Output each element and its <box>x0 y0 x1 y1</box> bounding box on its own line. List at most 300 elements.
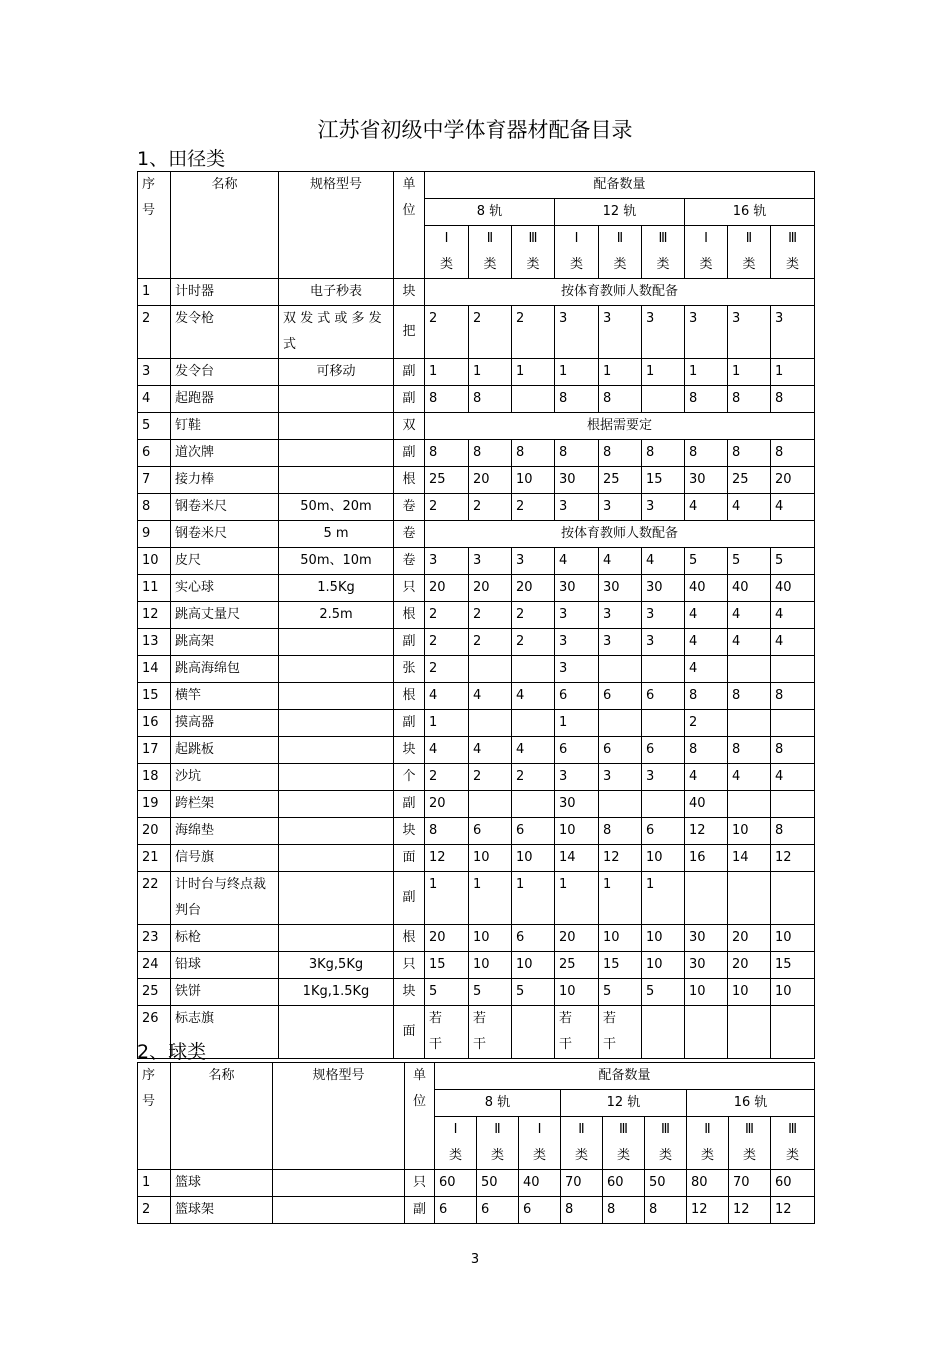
header-name: 名称 <box>171 1063 273 1170</box>
item-name: 标枪 <box>171 925 279 952</box>
item-unit: 根 <box>394 925 425 952</box>
quantity-cell: 40 <box>519 1170 561 1197</box>
quantity-cell: 12 <box>599 845 642 872</box>
quantity-cell: 25 <box>599 467 642 494</box>
header-class: Ⅰ 类 <box>425 226 469 279</box>
header-quantity: 配备数量 <box>435 1063 815 1090</box>
quantity-cell: 6 <box>469 818 512 845</box>
header-class: Ⅱ 类 <box>728 226 771 279</box>
item-name: 横竿 <box>171 683 279 710</box>
table-row <box>138 521 815 548</box>
quantity-cell: 若 干 <box>555 1006 599 1059</box>
quantity-cell: 1 <box>599 872 642 925</box>
quantity-cell: 30 <box>599 575 642 602</box>
quantity-cell: 2 <box>425 656 469 683</box>
item-unit: 副 <box>394 791 425 818</box>
quantity-cell: 1 <box>555 872 599 925</box>
item-unit: 块 <box>394 979 425 1006</box>
quantity-cell: 4 <box>728 764 771 791</box>
quantity-cell: 30 <box>555 467 599 494</box>
quantity-cell: 20 <box>425 791 469 818</box>
item-spec <box>279 629 394 656</box>
quantity-cell: 2 <box>512 629 555 656</box>
quantity-cell: 6 <box>512 925 555 952</box>
item-name: 计时台与终点裁判台 <box>171 872 279 925</box>
quantity-cell: 2 <box>425 629 469 656</box>
quantity-cell: 2 <box>469 764 512 791</box>
quantity-cell: 3 <box>685 306 728 359</box>
merged-quantity: 根据需要定 <box>425 413 815 440</box>
table-row <box>138 279 815 306</box>
header-class: Ⅰ 类 <box>685 226 728 279</box>
quantity-cell: 1 <box>425 872 469 925</box>
quantity-cell <box>512 386 555 413</box>
quantity-cell: 3 <box>555 494 599 521</box>
item-unit: 卷 <box>394 494 425 521</box>
header-class: Ⅲ 类 <box>603 1117 645 1170</box>
quantity-cell: 4 <box>685 764 728 791</box>
header-class: Ⅱ 类 <box>477 1117 519 1170</box>
quantity-cell: 20 <box>425 575 469 602</box>
quantity-cell: 2 <box>425 306 469 359</box>
quantity-cell: 3 <box>642 764 685 791</box>
header-row <box>138 1063 815 1090</box>
quantity-cell: 1 <box>685 359 728 386</box>
header-class: Ⅲ 类 <box>729 1117 771 1170</box>
table-row <box>138 1170 815 1197</box>
header-quantity: 配备数量 <box>425 172 815 199</box>
item-spec <box>279 440 394 467</box>
row-number: 26 <box>138 1006 171 1059</box>
quantity-cell: 4 <box>771 629 815 656</box>
quantity-cell: 25 <box>728 467 771 494</box>
quantity-cell: 25 <box>555 952 599 979</box>
equipment-table-balls <box>137 1062 815 1224</box>
quantity-cell: 8 <box>771 818 815 845</box>
quantity-cell: 8 <box>685 737 728 764</box>
quantity-cell: 1 <box>512 359 555 386</box>
table-row <box>138 440 815 467</box>
item-name: 篮球 <box>171 1170 273 1197</box>
header-track-group: 8 轨 <box>425 199 555 226</box>
item-spec: 50m、20m <box>279 494 394 521</box>
header-class: Ⅲ 类 <box>645 1117 687 1170</box>
quantity-cell: 2 <box>512 306 555 359</box>
quantity-cell <box>642 710 685 737</box>
row-number: 14 <box>138 656 171 683</box>
quantity-cell: 4 <box>425 737 469 764</box>
item-unit: 副 <box>394 872 425 925</box>
table-row <box>138 1197 815 1224</box>
quantity-cell: 50 <box>645 1170 687 1197</box>
quantity-cell <box>512 791 555 818</box>
quantity-cell: 30 <box>555 791 599 818</box>
item-unit: 块 <box>394 818 425 845</box>
item-spec <box>279 818 394 845</box>
quantity-cell: 6 <box>477 1197 519 1224</box>
header-class: Ⅱ 类 <box>599 226 642 279</box>
header-unit: 单 位 <box>405 1063 435 1170</box>
quantity-cell: 40 <box>771 575 815 602</box>
quantity-cell <box>469 710 512 737</box>
quantity-cell: 4 <box>728 602 771 629</box>
quantity-cell: 6 <box>642 818 685 845</box>
quantity-cell: 1 <box>512 872 555 925</box>
quantity-cell: 8 <box>561 1197 603 1224</box>
table-row <box>138 467 815 494</box>
quantity-cell: 若 干 <box>599 1006 642 1059</box>
quantity-cell: 4 <box>771 494 815 521</box>
quantity-cell: 8 <box>603 1197 645 1224</box>
quantity-cell: 5 <box>771 548 815 575</box>
table-row <box>138 306 815 359</box>
quantity-cell: 4 <box>555 548 599 575</box>
item-name: 海绵垫 <box>171 818 279 845</box>
table-body <box>138 1063 815 1224</box>
quantity-cell: 16 <box>685 845 728 872</box>
header-name: 名称 <box>171 172 279 279</box>
quantity-cell: 8 <box>555 440 599 467</box>
quantity-cell: 3 <box>555 306 599 359</box>
item-name: 跳高丈量尺 <box>171 602 279 629</box>
header-track-group: 12 轨 <box>561 1090 687 1117</box>
equipment-table-track-field <box>137 171 815 1059</box>
page-number: 3 <box>470 1252 480 1267</box>
row-number: 12 <box>138 602 171 629</box>
quantity-cell: 若 干 <box>469 1006 512 1059</box>
quantity-cell: 3 <box>642 602 685 629</box>
quantity-cell: 3 <box>555 656 599 683</box>
quantity-cell <box>771 872 815 925</box>
item-name: 沙坑 <box>171 764 279 791</box>
quantity-cell <box>771 710 815 737</box>
item-name: 篮球架 <box>171 1197 273 1224</box>
merged-quantity: 按体育教师人数配备 <box>425 279 815 306</box>
table-row <box>138 737 815 764</box>
quantity-cell: 4 <box>685 494 728 521</box>
item-unit: 张 <box>394 656 425 683</box>
table-row <box>138 952 815 979</box>
header-spec: 规格型号 <box>273 1063 405 1170</box>
item-spec <box>279 710 394 737</box>
item-unit: 副 <box>394 440 425 467</box>
quantity-cell: 6 <box>642 737 685 764</box>
quantity-cell <box>685 1006 728 1059</box>
row-number: 18 <box>138 764 171 791</box>
quantity-cell: 4 <box>771 764 815 791</box>
item-name: 钢卷米尺 <box>171 494 279 521</box>
item-name: 钢卷米尺 <box>171 521 279 548</box>
quantity-cell: 20 <box>771 467 815 494</box>
item-unit: 卷 <box>394 548 425 575</box>
header-no: 序 号 <box>138 1063 171 1170</box>
quantity-cell: 8 <box>771 683 815 710</box>
header-row <box>138 172 815 199</box>
header-track-group: 16 轨 <box>687 1090 815 1117</box>
row-number: 22 <box>138 872 171 925</box>
item-unit: 只 <box>394 952 425 979</box>
header-track-group: 12 轨 <box>555 199 685 226</box>
quantity-cell: 4 <box>599 548 642 575</box>
quantity-cell: 10 <box>728 979 771 1006</box>
quantity-cell: 8 <box>469 386 512 413</box>
item-name: 发令枪 <box>171 306 279 359</box>
quantity-cell: 10 <box>512 952 555 979</box>
quantity-cell: 4 <box>728 629 771 656</box>
item-name: 发令台 <box>171 359 279 386</box>
header-class: Ⅲ 类 <box>771 1117 815 1170</box>
quantity-cell: 8 <box>771 386 815 413</box>
item-spec <box>279 845 394 872</box>
quantity-cell <box>685 872 728 925</box>
quantity-cell: 2 <box>512 494 555 521</box>
item-unit: 副 <box>394 386 425 413</box>
quantity-cell: 4 <box>771 602 815 629</box>
row-number: 24 <box>138 952 171 979</box>
quantity-cell <box>469 791 512 818</box>
row-number: 19 <box>138 791 171 818</box>
header-class: Ⅰ 类 <box>435 1117 477 1170</box>
item-spec <box>279 764 394 791</box>
quantity-cell: 10 <box>469 845 512 872</box>
quantity-cell: 4 <box>642 548 685 575</box>
item-spec <box>279 656 394 683</box>
table-row <box>138 602 815 629</box>
quantity-cell: 4 <box>512 737 555 764</box>
item-spec <box>273 1197 405 1224</box>
row-number: 9 <box>138 521 171 548</box>
quantity-cell: 10 <box>771 979 815 1006</box>
row-number: 5 <box>138 413 171 440</box>
row-number: 2 <box>138 1197 171 1224</box>
row-number: 17 <box>138 737 171 764</box>
item-spec <box>279 683 394 710</box>
quantity-cell <box>771 656 815 683</box>
quantity-cell: 40 <box>685 575 728 602</box>
quantity-cell: 40 <box>685 791 728 818</box>
table-row <box>138 979 815 1006</box>
quantity-cell: 15 <box>425 952 469 979</box>
table-row <box>138 656 815 683</box>
quantity-cell: 3 <box>512 548 555 575</box>
quantity-cell: 4 <box>469 683 512 710</box>
item-unit: 把 <box>394 306 425 359</box>
table-row <box>138 818 815 845</box>
quantity-cell: 1 <box>425 359 469 386</box>
item-spec: 3Kg,5Kg <box>279 952 394 979</box>
quantity-cell: 8 <box>685 386 728 413</box>
quantity-cell: 4 <box>685 656 728 683</box>
quantity-cell: 3 <box>771 306 815 359</box>
quantity-cell: 8 <box>642 440 685 467</box>
quantity-cell: 10 <box>512 467 555 494</box>
row-number: 20 <box>138 818 171 845</box>
quantity-cell: 1 <box>771 359 815 386</box>
quantity-cell: 30 <box>555 575 599 602</box>
quantity-cell: 8 <box>685 440 728 467</box>
item-name: 钉鞋 <box>171 413 279 440</box>
item-name: 铁饼 <box>171 979 279 1006</box>
header-class: Ⅰ 类 <box>519 1117 561 1170</box>
quantity-cell: 30 <box>685 952 728 979</box>
quantity-cell: 10 <box>469 925 512 952</box>
quantity-cell: 8 <box>728 440 771 467</box>
header-unit: 单 位 <box>394 172 425 279</box>
table-body <box>138 172 815 1059</box>
quantity-cell: 3 <box>642 629 685 656</box>
quantity-cell <box>728 1006 771 1059</box>
row-number: 2 <box>138 306 171 359</box>
item-name: 信号旗 <box>171 845 279 872</box>
quantity-cell <box>599 791 642 818</box>
quantity-cell <box>728 872 771 925</box>
quantity-cell: 10 <box>685 979 728 1006</box>
header-class: Ⅲ 类 <box>512 226 555 279</box>
quantity-cell: 8 <box>425 818 469 845</box>
quantity-cell <box>728 791 771 818</box>
quantity-cell: 20 <box>425 925 469 952</box>
table-row <box>138 413 815 440</box>
item-spec: 电子秒表 <box>279 279 394 306</box>
quantity-cell: 12 <box>687 1197 729 1224</box>
item-spec <box>279 386 394 413</box>
item-spec <box>279 737 394 764</box>
quantity-cell: 4 <box>512 683 555 710</box>
item-unit: 副 <box>405 1197 435 1224</box>
item-unit: 副 <box>394 629 425 656</box>
item-unit: 块 <box>394 279 425 306</box>
quantity-cell: 4 <box>685 629 728 656</box>
table-row <box>138 359 815 386</box>
item-unit: 卷 <box>394 521 425 548</box>
table-row <box>138 764 815 791</box>
row-number: 23 <box>138 925 171 952</box>
row-number: 1 <box>138 279 171 306</box>
quantity-cell: 4 <box>728 494 771 521</box>
item-spec <box>279 872 394 925</box>
table-row <box>138 1006 815 1059</box>
quantity-cell: 25 <box>425 467 469 494</box>
quantity-cell: 1 <box>555 710 599 737</box>
quantity-cell: 8 <box>425 440 469 467</box>
quantity-cell: 5 <box>469 979 512 1006</box>
quantity-cell: 12 <box>425 845 469 872</box>
quantity-cell: 5 <box>685 548 728 575</box>
quantity-cell: 8 <box>599 818 642 845</box>
item-name: 铅球 <box>171 952 279 979</box>
item-spec: 双 发 式 或 多 发式 <box>279 306 394 359</box>
quantity-cell: 30 <box>685 925 728 952</box>
header-class: Ⅱ 类 <box>687 1117 729 1170</box>
quantity-cell: 10 <box>771 925 815 952</box>
quantity-cell: 1 <box>469 872 512 925</box>
quantity-cell: 5 <box>512 979 555 1006</box>
quantity-cell: 3 <box>642 494 685 521</box>
quantity-cell: 5 <box>728 548 771 575</box>
table-row <box>138 629 815 656</box>
quantity-cell: 8 <box>728 737 771 764</box>
quantity-cell: 8 <box>599 386 642 413</box>
quantity-cell: 5 <box>599 979 642 1006</box>
quantity-cell: 3 <box>425 548 469 575</box>
quantity-cell: 8 <box>771 440 815 467</box>
quantity-cell: 10 <box>642 952 685 979</box>
item-name: 起跑器 <box>171 386 279 413</box>
header-class: Ⅲ 类 <box>771 226 815 279</box>
table-row <box>138 494 815 521</box>
quantity-cell: 3 <box>728 306 771 359</box>
quantity-cell: 8 <box>512 440 555 467</box>
item-unit: 双 <box>394 413 425 440</box>
quantity-cell: 10 <box>642 845 685 872</box>
quantity-cell: 70 <box>561 1170 603 1197</box>
row-number: 13 <box>138 629 171 656</box>
quantity-cell <box>771 1006 815 1059</box>
item-unit: 根 <box>394 683 425 710</box>
item-unit: 面 <box>394 1006 425 1059</box>
header-class: Ⅰ 类 <box>555 226 599 279</box>
item-unit: 只 <box>394 575 425 602</box>
quantity-cell: 6 <box>555 737 599 764</box>
row-number: 7 <box>138 467 171 494</box>
quantity-cell: 2 <box>469 306 512 359</box>
item-name: 标志旗 <box>171 1006 279 1059</box>
quantity-cell: 20 <box>728 952 771 979</box>
row-number: 15 <box>138 683 171 710</box>
table-row <box>138 925 815 952</box>
quantity-cell: 20 <box>555 925 599 952</box>
quantity-cell: 20 <box>469 467 512 494</box>
quantity-cell: 3 <box>599 306 642 359</box>
quantity-cell <box>512 1006 555 1059</box>
item-name: 接力棒 <box>171 467 279 494</box>
quantity-cell: 4 <box>685 602 728 629</box>
quantity-cell: 6 <box>512 818 555 845</box>
item-spec: 2.5m <box>279 602 394 629</box>
quantity-cell <box>728 710 771 737</box>
quantity-cell: 6 <box>435 1197 477 1224</box>
row-number: 8 <box>138 494 171 521</box>
quantity-cell: 6 <box>519 1197 561 1224</box>
item-name: 实心球 <box>171 575 279 602</box>
quantity-cell: 2 <box>469 629 512 656</box>
row-number: 16 <box>138 710 171 737</box>
quantity-cell: 2 <box>469 602 512 629</box>
quantity-cell <box>771 791 815 818</box>
quantity-cell: 8 <box>645 1197 687 1224</box>
quantity-cell <box>512 656 555 683</box>
item-unit: 块 <box>394 737 425 764</box>
item-spec <box>279 413 394 440</box>
quantity-cell: 20 <box>469 575 512 602</box>
table-row <box>138 548 815 575</box>
row-number: 10 <box>138 548 171 575</box>
quantity-cell: 15 <box>599 952 642 979</box>
header-no: 序 号 <box>138 172 171 279</box>
quantity-cell: 10 <box>728 818 771 845</box>
quantity-cell: 2 <box>425 764 469 791</box>
quantity-cell <box>469 656 512 683</box>
quantity-cell: 8 <box>599 440 642 467</box>
item-name: 跳高海绵包 <box>171 656 279 683</box>
quantity-cell: 3 <box>642 306 685 359</box>
quantity-cell: 10 <box>599 925 642 952</box>
quantity-cell: 1 <box>642 359 685 386</box>
quantity-cell: 3 <box>599 494 642 521</box>
item-unit: 副 <box>394 710 425 737</box>
quantity-cell: 2 <box>512 602 555 629</box>
quantity-cell: 60 <box>603 1170 645 1197</box>
